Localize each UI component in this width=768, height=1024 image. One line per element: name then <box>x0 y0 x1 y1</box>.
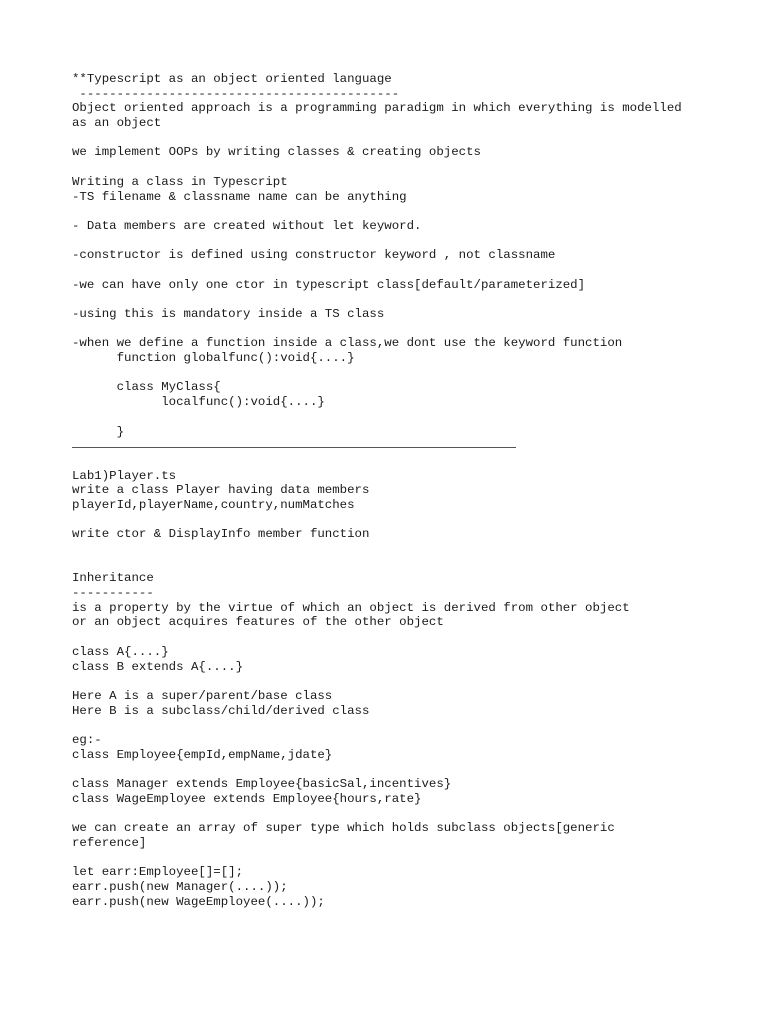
text-line: -constructor is defined using constructor keyword , not classname <box>72 248 556 263</box>
text-line: reference] <box>72 835 147 850</box>
blank-line <box>72 850 712 865</box>
text-line: playerId,playerName,country,numMatches <box>72 497 355 512</box>
blank-line <box>72 630 712 645</box>
text-line: earr.push(new WageEmployee(....)); <box>72 894 325 909</box>
blank-line <box>72 542 712 557</box>
text-line: localfunc():void{....} <box>72 395 325 410</box>
text-line: we implement OOPs by writing classes & creating objects <box>72 145 481 160</box>
blank-line <box>72 160 712 175</box>
text-line: -using this is mandatory inside a TS class <box>72 307 385 321</box>
text-line: eg:- <box>72 732 102 747</box>
blank-line <box>72 557 712 572</box>
text-line: Here B is a subclass/child/derived class <box>72 703 370 718</box>
text-line: -TS filename & classname name can be anything <box>72 189 407 204</box>
blank-line <box>72 762 712 777</box>
blank-line <box>72 454 712 469</box>
blank-line <box>72 292 712 307</box>
blank-line <box>72 806 712 821</box>
blank-line <box>72 131 712 146</box>
text-line: Writing a class in Typescript <box>72 174 288 189</box>
text-line: class A{....} <box>72 644 169 659</box>
text-line: write ctor & DisplayInfo member function <box>72 527 370 542</box>
text-line: class WageEmployee extends Employee{hours,rate} <box>72 791 422 806</box>
text-line: is a property by the virtue of which an object is derived from other object <box>72 600 630 615</box>
text-line: class MyClass{ <box>72 380 221 395</box>
text-line: earr.push(new Manager(....)); <box>72 879 288 894</box>
text-line: Inheritance <box>72 571 154 586</box>
blank-line <box>72 234 712 249</box>
text-line: ----------- <box>72 586 154 601</box>
text-line: write a class Player having data members <box>72 483 370 498</box>
text-line: - Data members are created without let keyword. <box>72 218 422 233</box>
text-line: **Typescript as an object oriented language <box>72 72 392 86</box>
text-line: class B extends A{....} <box>72 659 244 674</box>
text-line: as an object <box>72 116 162 131</box>
blank-line <box>72 674 712 689</box>
horizontal-rule <box>72 439 712 454</box>
blank-line <box>72 366 712 381</box>
text-line: Here A is a super/parent/base class <box>72 688 333 703</box>
text-line: -when we define a function inside a class,we dont use the keyword function <box>72 336 623 351</box>
text-line: -we can have only one ctor in typescript class[default/parameterized] <box>72 277 586 292</box>
text-line: } <box>72 424 125 439</box>
text-line: we can create an array of super type which holds subclass objects[generic <box>72 821 615 836</box>
text-line: or an object acquires features of the other object <box>72 615 444 630</box>
document-page <box>72 72 712 909</box>
text-line: class Manager extends Employee{basicSal,incentives} <box>72 777 452 791</box>
blank-line <box>72 718 712 733</box>
text-line: ------------------------------------------- <box>72 86 400 101</box>
text-line: Lab1)Player.ts <box>72 468 177 483</box>
text-line: class Employee{empId,empName,jdate} <box>72 747 333 762</box>
blank-line <box>72 322 712 337</box>
text-line: let earr:Employee[]=[]; <box>72 865 244 880</box>
blank-line <box>72 410 712 425</box>
blank-line <box>72 263 712 278</box>
blank-line <box>72 204 712 219</box>
blank-line <box>72 513 712 528</box>
text-line: function globalfunc():void{....} <box>72 351 355 366</box>
text-line: Object oriented approach is a programming paradigm in which everything is modelled <box>72 101 682 116</box>
